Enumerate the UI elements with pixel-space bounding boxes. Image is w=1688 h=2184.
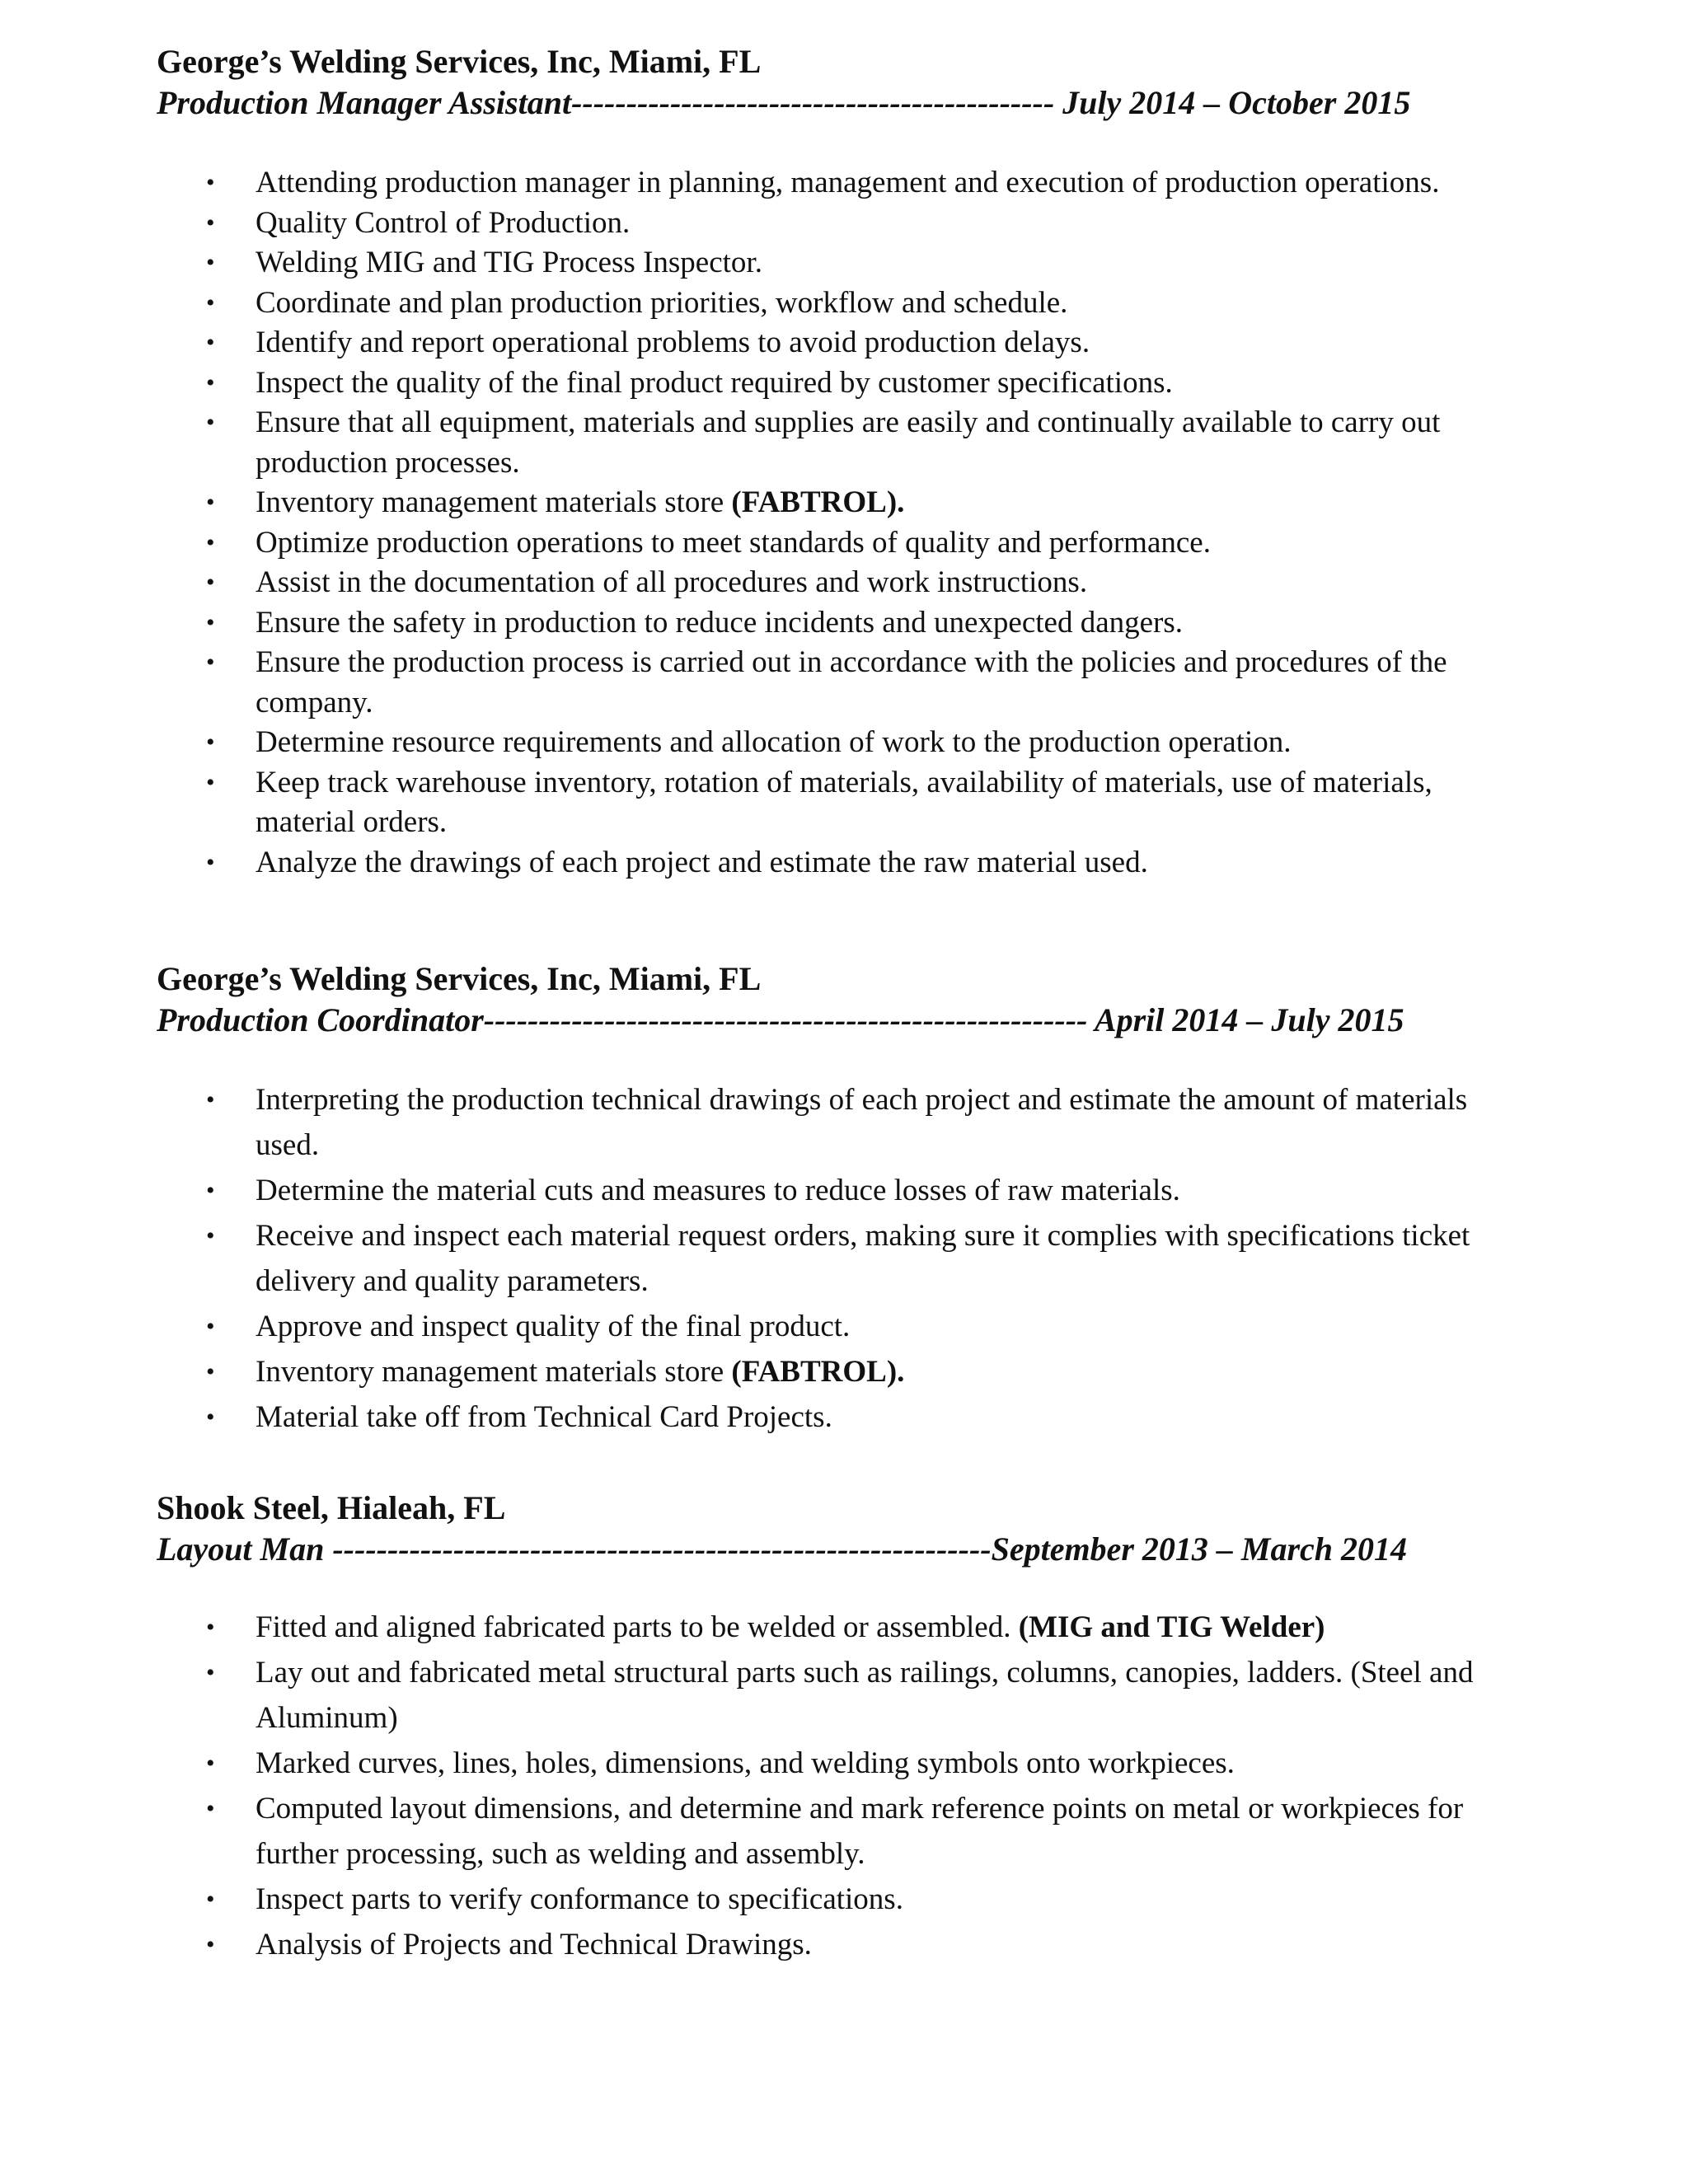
bullet-icon: • bbox=[206, 1404, 215, 1431]
bullet-icon: • bbox=[206, 368, 215, 396]
duty-item: • Inspect the quality of the final product required by customer specifications. bbox=[206, 363, 1508, 404]
company-name: George’s Welding Services, Inc, Miami, FL bbox=[157, 43, 762, 80]
bullet-icon: • bbox=[206, 768, 215, 796]
job-title-dates: Layout Man ------------------------------------------------------------September 2013 – March 2014 bbox=[157, 1530, 1408, 1568]
duty-item: • Material take off from Technical Card Projects. bbox=[206, 1394, 1508, 1440]
duty-item: • Determine resource requirements and allocation of work to the production operation. bbox=[206, 723, 1508, 763]
duty-item: • Ensure that all equipment, materials and supplies are easily and continually available to carry out production processes. bbox=[206, 403, 1508, 483]
bullet-icon: • bbox=[206, 1358, 215, 1385]
bullet-icon: • bbox=[206, 169, 215, 196]
duty-item: • Interpreting the production technical drawings of each project and estimate the amount of materials used. bbox=[206, 1077, 1508, 1168]
bullet-icon: • bbox=[206, 409, 215, 436]
bullet-icon: • bbox=[206, 288, 215, 316]
bullet-icon: • bbox=[206, 1659, 215, 1686]
company-name: Shook Steel, Hialeah, FL bbox=[157, 1489, 506, 1526]
duty-item: • Receive and inspect each material request orders, making sure it complies with specifications ticket delivery and quality parameters. bbox=[206, 1213, 1508, 1304]
duty-item: • Inspect parts to verify conformance to specifications. bbox=[206, 1877, 1508, 1922]
duty-item: • Approve and inspect quality of the final product. bbox=[206, 1304, 1508, 1349]
duty-item: • Analysis of Projects and Technical Drawings. bbox=[206, 1922, 1508, 1967]
bullet-icon: • bbox=[206, 1614, 215, 1641]
bullet-icon: • bbox=[206, 489, 215, 516]
bullet-icon: • bbox=[206, 1795, 215, 1822]
job-entry bbox=[157, 1488, 1525, 1961]
bullet-icon: • bbox=[206, 528, 215, 556]
bullet-icon: • bbox=[206, 729, 215, 756]
duty-item: • Analyze the drawings of each project and estimate the raw material used. bbox=[206, 843, 1508, 883]
duty-item: • Assist in the documentation of all procedures and work instructions. bbox=[206, 563, 1508, 603]
job-entry bbox=[157, 41, 1525, 879]
company-name: George’s Welding Services, Inc, Miami, FL bbox=[157, 960, 762, 997]
bullet-icon: • bbox=[206, 1931, 215, 1958]
bullet-icon: • bbox=[206, 1313, 215, 1340]
duty-item: • Ensure the safety in production to reduce incidents and unexpected dangers. bbox=[206, 603, 1508, 644]
duty-item: • Ensure the production process is carried out in accordance with the policies and procedures of the company. bbox=[206, 643, 1508, 723]
job-title-dates: Production Manager Assistant-------------------------------------------- July 2014 – October 2015 bbox=[157, 84, 1411, 121]
bullet-icon: • bbox=[206, 1086, 215, 1113]
duty-item: • Quality Control of Production. bbox=[206, 204, 1508, 244]
bullet-icon: • bbox=[206, 848, 215, 876]
duty-item: • Attending production manager in planning, management and execution of production operations. bbox=[206, 163, 1508, 204]
bullet-icon: • bbox=[206, 649, 215, 676]
duty-item: • Inventory management materials store (FABTROL). bbox=[206, 483, 1508, 523]
bullet-icon: • bbox=[206, 1886, 215, 1913]
duty-item: • Marked curves, lines, holes, dimensions, and welding symbols onto workpieces. bbox=[206, 1741, 1508, 1786]
duty-item: • Determine the material cuts and measures to reduce losses of raw materials. bbox=[206, 1168, 1508, 1213]
bullet-icon: • bbox=[206, 569, 215, 596]
duties-list bbox=[206, 1605, 1508, 1967]
duties-list bbox=[206, 163, 1508, 883]
duty-item: • Coordinate and plan production priorities, workflow and schedule. bbox=[206, 284, 1508, 324]
bullet-icon: • bbox=[206, 1222, 215, 1249]
job-title-dates: Production Coordinator------------------------------------------------------- April 2014 – July 2015 bbox=[157, 1001, 1404, 1038]
job-entry bbox=[157, 958, 1525, 1434]
duties-list bbox=[206, 1077, 1508, 1440]
bullet-icon: • bbox=[206, 209, 215, 237]
bullet-icon: • bbox=[206, 1177, 215, 1204]
duty-item: • Identify and report operational problems to avoid production delays. bbox=[206, 323, 1508, 363]
duty-item: • Optimize production operations to meet standards of quality and performance. bbox=[206, 523, 1508, 564]
bullet-icon: • bbox=[206, 329, 215, 356]
bullet-icon: • bbox=[206, 1750, 215, 1777]
bullet-icon: • bbox=[206, 249, 215, 276]
duty-item: • Inventory management materials store (FABTROL). bbox=[206, 1349, 1508, 1394]
bullet-icon: • bbox=[206, 608, 215, 636]
duty-item: • Lay out and fabricated metal structural parts such as railings, columns, canopies, ladders. (Steel and Aluminum) bbox=[206, 1650, 1508, 1741]
duty-item: • Computed layout dimensions, and determine and mark reference points on metal or workpieces for further processing, such as welding and assembly. bbox=[206, 1786, 1508, 1877]
duty-item: • Fitted and aligned fabricated parts to be welded or assembled. (MIG and TIG Welder) bbox=[206, 1605, 1508, 1650]
duty-item: • Keep track warehouse inventory, rotation of materials, availability of materials, use of materials, material orders. bbox=[206, 763, 1508, 843]
duty-item: • Welding MIG and TIG Process Inspector. bbox=[206, 243, 1508, 284]
